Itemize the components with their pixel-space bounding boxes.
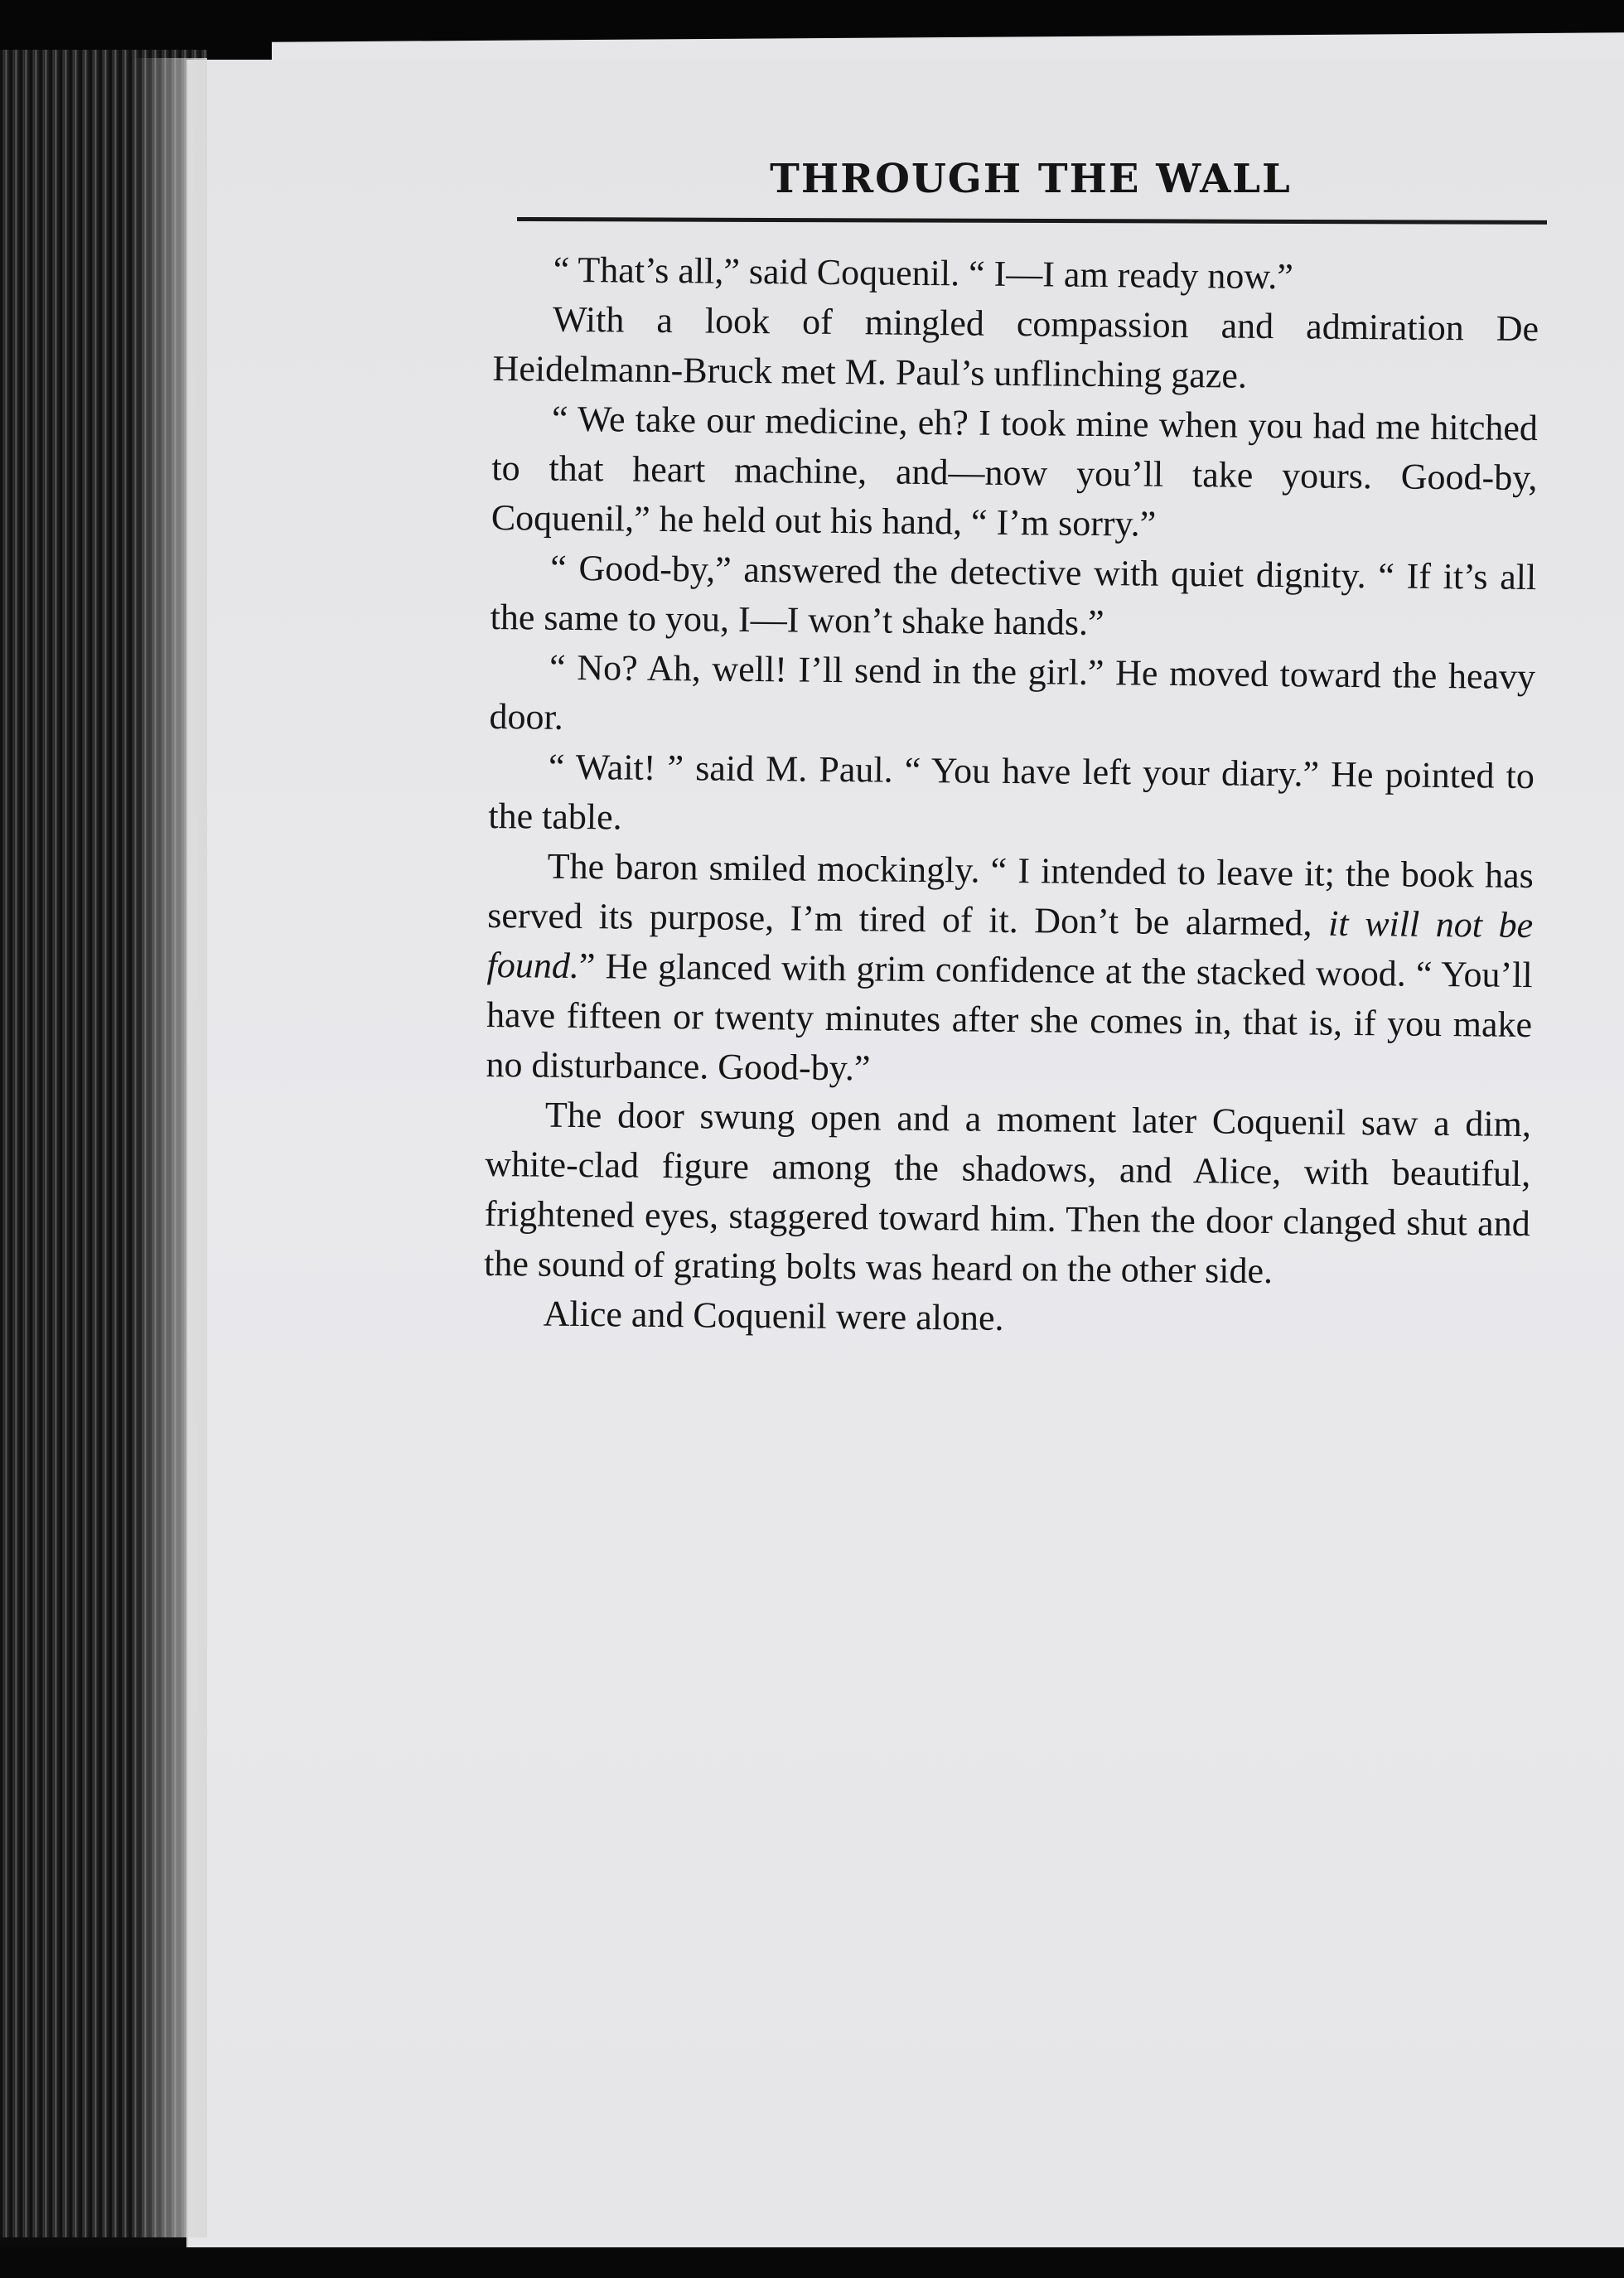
paragraph: “ Good-by,” answered the detective with quiet dignity. “ If it’s all the same to you, I—I won’t shake hands.” xyxy=(490,547,1537,644)
paragraph: “ No? Ah, well! I’ll send in the girl.” He moved toward the heavy door. xyxy=(489,646,1536,738)
body-text xyxy=(483,244,1539,1348)
paragraph: “ That’s all,” said Coquenil. “ I—I am ready now.” xyxy=(553,249,1294,297)
paragraph: “ We take our medicine, eh? I took mine when you had me hitched to that heart machine, and—now you’ll take yours. Good-by, Coquenil,” he held out his hand, “ I’m sorry.” xyxy=(491,398,1539,544)
paragraph: With a look of mingled compassion and admiration De Heidelmann-Bruck met M. Paul’s unflinching gaze. xyxy=(492,298,1539,396)
paragraph-text: The baron smiled mockingly. “ I intended to leave it; the book has served its purpose, I’m tired of it. Don’t be alarmed, xyxy=(486,845,1534,944)
italic-phrase: it will not be found. xyxy=(486,902,1534,987)
page-header xyxy=(517,156,1544,202)
running-head: THROUGH THE WALL xyxy=(770,156,1292,202)
paragraph xyxy=(486,841,1534,1100)
paragraph-text: ” He glanced with grim confidence at the stacked wood. “ You’ll have fifteen or twenty minutes after she comes in, that is, if you make no disturbance. Good-by.” xyxy=(486,946,1533,1089)
paragraph: Alice and Coquenil were alone. xyxy=(543,1293,1004,1338)
gutter-shading xyxy=(133,58,207,2237)
bottom-shadow xyxy=(0,2247,1624,2278)
paragraph: “ Wait! ” said M. Paul. “ You have left your diary.” He pointed to the table. xyxy=(488,746,1535,838)
paragraph: The door swung open and a moment later Coquenil saw a dim, white-clad figure among the shadows, and Alice, with beautiful, frightened eyes, staggered toward him. Then the door clanged shut and the sound of grating bolts was heard on the other side. xyxy=(483,1094,1532,1292)
